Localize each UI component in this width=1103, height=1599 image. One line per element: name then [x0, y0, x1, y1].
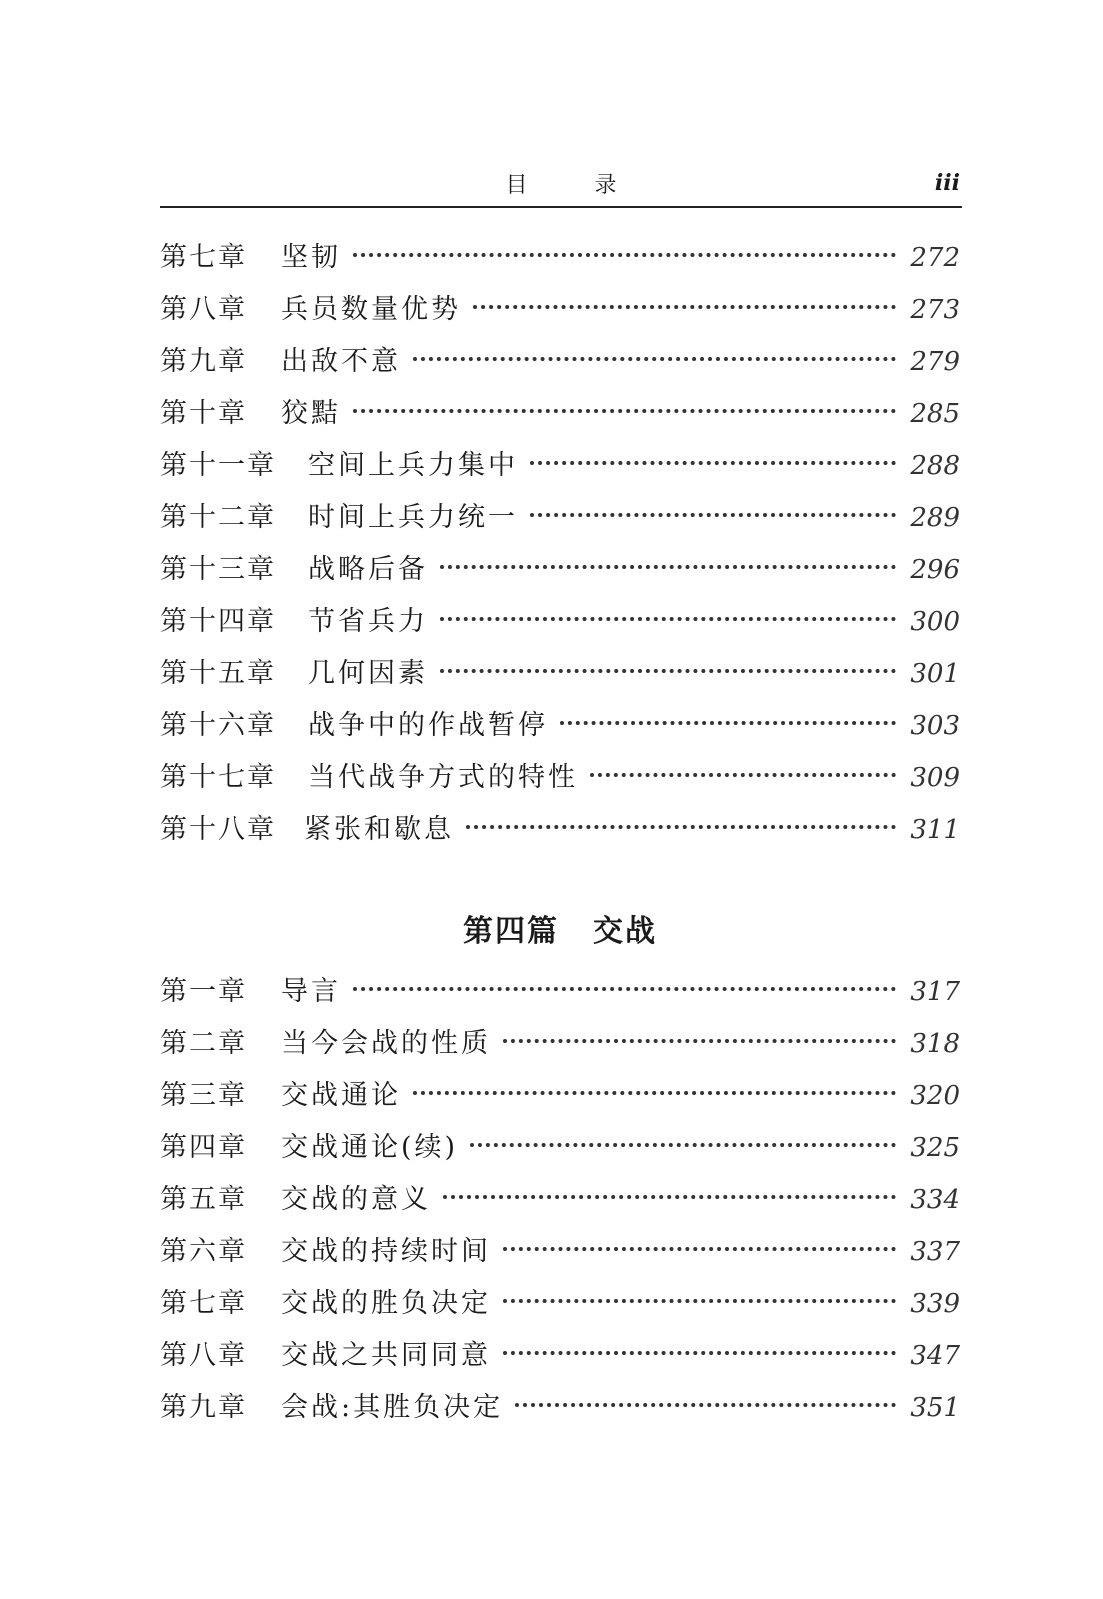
toc-entry[interactable]	[160, 1382, 960, 1434]
toc-entry[interactable]	[160, 1174, 960, 1226]
page-ref: 334	[910, 1185, 960, 1215]
chapter-number: 第二章	[160, 1028, 247, 1059]
chapter-title: 战略后备	[308, 554, 428, 585]
toc-entry[interactable]	[160, 648, 960, 700]
dot-leader	[413, 1091, 896, 1095]
toc-entry[interactable]	[160, 752, 960, 804]
chapter-title: 空间上兵力集中	[308, 450, 518, 481]
page-ref: 301	[910, 659, 960, 689]
page-ref: 296	[910, 555, 960, 585]
chapter-number: 第十二章	[160, 502, 276, 533]
dot-leader	[440, 617, 896, 621]
toc-entry[interactable]	[160, 966, 960, 1018]
chapter-title: 交战通论(续)	[281, 1132, 459, 1163]
toc-section-part3	[160, 232, 960, 856]
chapter-number: 第七章	[160, 242, 247, 273]
page-number-label: iii	[934, 170, 960, 196]
dot-leader	[560, 721, 896, 725]
chapter-number: 第六章	[160, 1236, 247, 1267]
page-ref: 289	[910, 503, 960, 533]
running-title: 目 录	[505, 173, 647, 198]
page-ref: 279	[910, 347, 960, 377]
toc-entry[interactable]	[160, 336, 960, 388]
chapter-title: 会战:其胜负决定	[281, 1392, 504, 1423]
chapter-title: 节省兵力	[308, 606, 428, 637]
dot-leader	[353, 409, 896, 413]
chapter-number: 第四章	[160, 1132, 247, 1163]
dot-leader	[353, 253, 896, 257]
toc-entry[interactable]	[160, 1122, 960, 1174]
chapter-number: 第九章	[160, 1392, 247, 1423]
toc-entry[interactable]	[160, 232, 960, 284]
chapter-number: 第七章	[160, 1288, 247, 1319]
chapter-number: 第十六章	[160, 710, 276, 741]
page-header	[160, 160, 962, 208]
chapter-title: 出敌不意	[281, 346, 401, 377]
dot-leader	[503, 1351, 896, 1355]
toc-entry[interactable]	[160, 1018, 960, 1070]
toc-entry[interactable]	[160, 440, 960, 492]
chapter-title: 几何因素	[308, 658, 428, 689]
chapter-number: 第十七章	[160, 762, 276, 793]
toc-entry[interactable]	[160, 544, 960, 596]
chapter-number: 第八章	[160, 294, 247, 325]
chapter-number: 第十四章	[160, 606, 276, 637]
chapter-title: 狡黠	[281, 398, 341, 429]
chapter-title: 紧张和歇息	[304, 814, 454, 845]
page-ref: 339	[910, 1289, 960, 1319]
chapter-number: 第八章	[160, 1340, 247, 1371]
chapter-title: 兵员数量优势	[281, 294, 461, 325]
toc-entry[interactable]	[160, 1278, 960, 1330]
page-ref: 347	[910, 1341, 960, 1371]
page-ref: 337	[910, 1237, 960, 1267]
dot-leader	[440, 565, 896, 569]
chapter-title: 交战的意义	[281, 1184, 431, 1215]
chapter-number: 第十五章	[160, 658, 276, 689]
page-ref: 309	[910, 763, 960, 793]
dot-leader	[590, 773, 896, 777]
chapter-number: 第一章	[160, 976, 247, 1007]
chapter-title: 当今会战的性质	[281, 1028, 491, 1059]
toc-entry[interactable]	[160, 1226, 960, 1278]
page-ref: 320	[910, 1081, 960, 1111]
dot-leader	[473, 305, 896, 309]
chapter-title: 时间上兵力统一	[308, 502, 518, 533]
chapter-number: 第三章	[160, 1080, 247, 1111]
chapter-title: 交战之共同同意	[281, 1340, 491, 1371]
part-heading	[60, 906, 1060, 950]
chapter-number: 第十三章	[160, 554, 276, 585]
chapter-number: 第十章	[160, 398, 247, 429]
page-ref: 272	[910, 243, 960, 273]
toc-entry[interactable]	[160, 1330, 960, 1382]
dot-leader	[530, 461, 896, 465]
dot-leader	[466, 825, 896, 829]
chapter-number: 第十一章	[160, 450, 276, 481]
dot-leader	[443, 1195, 896, 1199]
chapter-number: 第十八章	[160, 814, 276, 845]
part-name: 交战	[593, 914, 657, 949]
page-ref: 317	[910, 977, 960, 1007]
dot-leader	[353, 987, 896, 991]
page-ref: 351	[910, 1393, 960, 1423]
page-ref: 325	[910, 1133, 960, 1163]
dot-leader	[503, 1039, 896, 1043]
chapter-title: 交战通论	[281, 1080, 401, 1111]
dot-leader	[440, 669, 896, 673]
page-ref: 300	[910, 607, 960, 637]
chapter-title: 交战的持续时间	[281, 1236, 491, 1267]
page-ref: 303	[910, 711, 960, 741]
dot-leader	[515, 1403, 896, 1407]
toc-entry[interactable]	[160, 1070, 960, 1122]
chapter-title: 战争中的作战暂停	[308, 710, 548, 741]
dot-leader	[503, 1299, 896, 1303]
dot-leader	[503, 1247, 896, 1251]
dot-leader	[470, 1143, 896, 1147]
toc-entry[interactable]	[160, 284, 960, 336]
dot-leader	[413, 357, 896, 361]
page-ref: 288	[910, 451, 960, 481]
part-number: 第四篇	[463, 914, 559, 949]
dot-leader	[530, 513, 896, 517]
chapter-number: 第九章	[160, 346, 247, 377]
toc-entry[interactable]	[160, 804, 960, 856]
toc-entry[interactable]	[160, 596, 960, 648]
toc-section-part4	[160, 966, 960, 1434]
chapter-title: 当代战争方式的特性	[308, 762, 578, 793]
toc-entry[interactable]	[160, 700, 960, 752]
chapter-title: 导言	[281, 976, 341, 1007]
page-ref: 285	[910, 399, 960, 429]
page-ref: 311	[910, 815, 960, 845]
toc-entry[interactable]	[160, 388, 960, 440]
page-ref: 273	[910, 295, 960, 325]
toc-entry[interactable]	[160, 492, 960, 544]
page-ref: 318	[910, 1029, 960, 1059]
chapter-title: 坚韧	[281, 242, 341, 273]
chapter-number: 第五章	[160, 1184, 247, 1215]
chapter-title: 交战的胜负决定	[281, 1288, 491, 1319]
